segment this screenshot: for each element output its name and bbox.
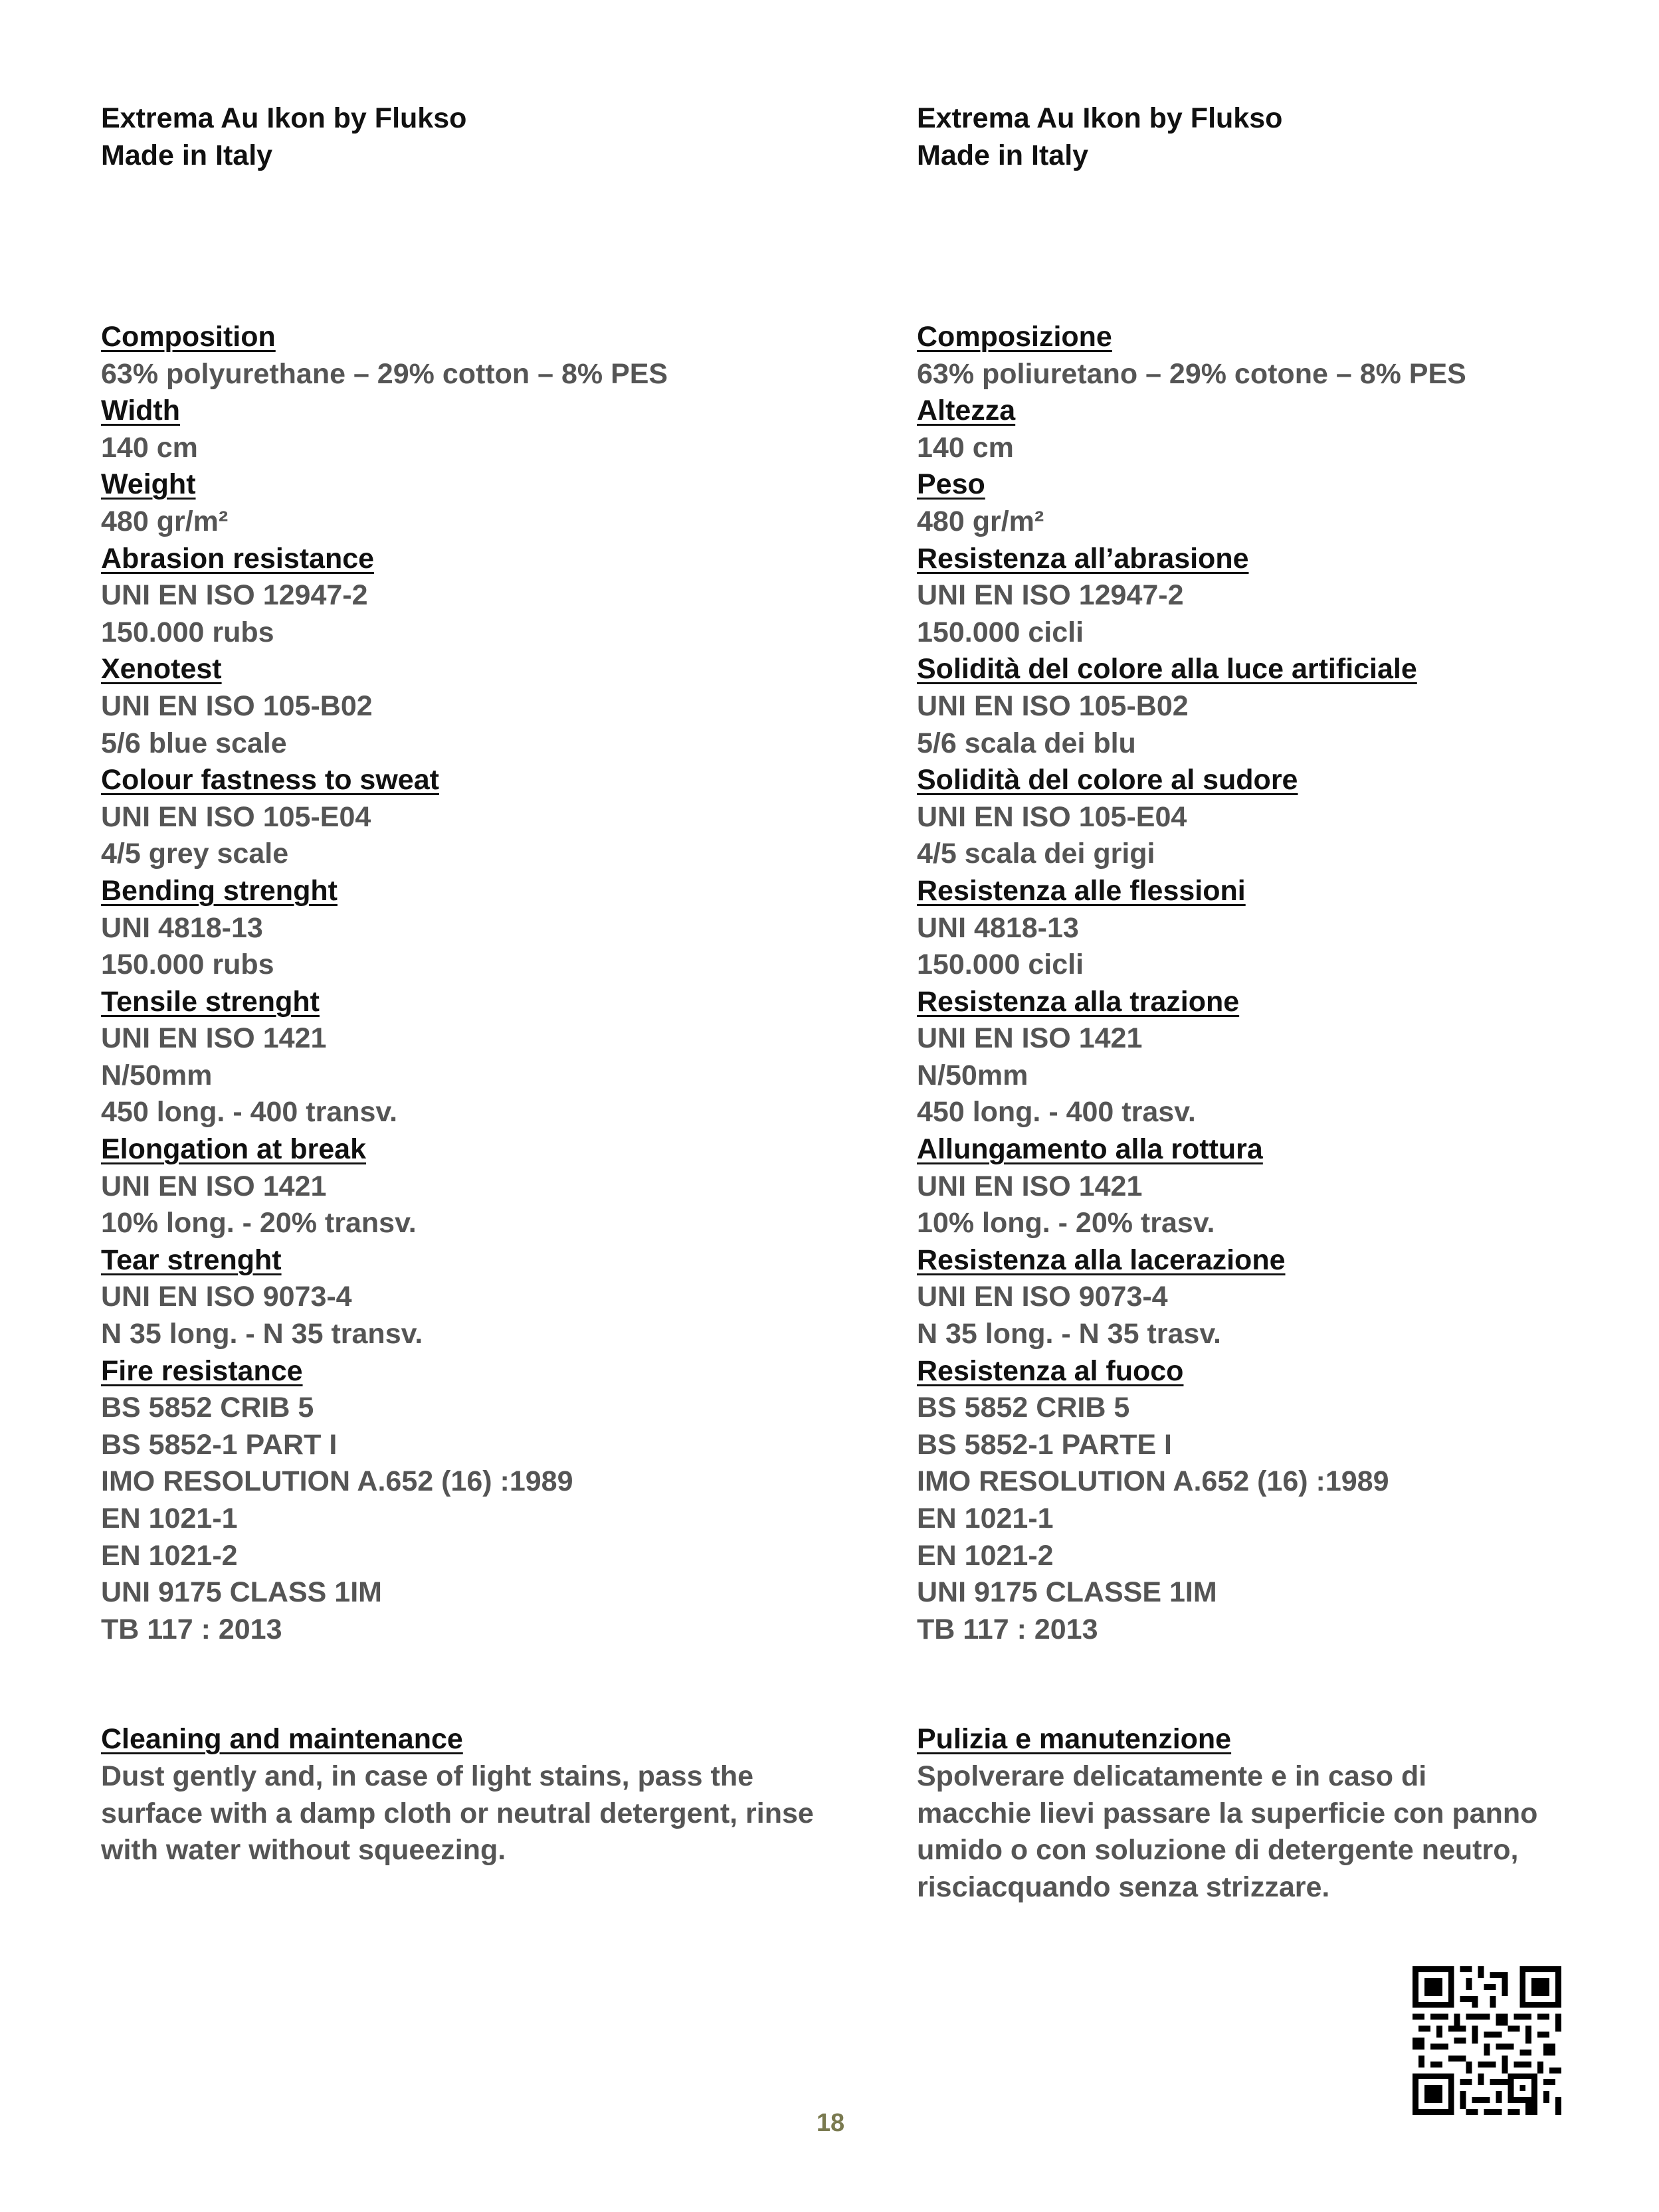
spec-value: UNI EN ISO 105-E04 <box>917 800 1187 833</box>
spec-value: 140 cm <box>101 431 198 464</box>
brand-block <box>917 100 1648 174</box>
spec-value: BS 5852-1 PARTE I <box>917 1428 1172 1461</box>
spec-value: EN 1021-1 <box>101 1503 238 1534</box>
spec-heading: Width <box>101 395 181 427</box>
cleaning-heading: Pulizia e manutenzione <box>917 1723 1232 1756</box>
spec-value: 150.000 cicli <box>917 616 1084 648</box>
spec-section <box>917 1242 1648 1353</box>
spec-value: N/50mm <box>917 1059 1028 1091</box>
italian-column <box>917 100 1648 1906</box>
spec-heading: Colour fastness to sweat <box>101 764 439 796</box>
spec-heading: Allungamento alla rottura <box>917 1133 1263 1166</box>
spec-value: UNI EN ISO 9073-4 <box>917 1281 1168 1313</box>
spec-heading: Composition <box>101 321 276 353</box>
brand-origin: Made in Italy <box>917 139 1089 171</box>
cleaning-heading: Cleaning and maintenance <box>101 1723 463 1756</box>
spec-heading: Elongation at break <box>101 1133 367 1166</box>
spec-value: UNI 9175 CLASS 1IM <box>101 1576 382 1609</box>
spec-heading: Resistenza all’abrasione <box>917 542 1249 575</box>
cleaning-line: umido o con soluzione di detergente neutro, <box>917 1834 1519 1867</box>
spec-value: IMO RESOLUTION A.652 (16) :1989 <box>917 1465 1389 1498</box>
spec-section <box>917 466 1648 540</box>
spec-section <box>101 1353 832 1649</box>
cleaning-line: surface with a damp cloth or neutral detergent, rinse <box>101 1797 814 1829</box>
spec-value: 63% poliuretano – 29% cotone – 8% PES <box>917 357 1466 390</box>
spec-value: 5/6 blue scale <box>101 727 287 759</box>
spec-value: 150.000 cicli <box>917 949 1084 981</box>
spec-value: BS 5852 CRIB 5 <box>917 1392 1130 1424</box>
brand-name: Extrema Au Ikon by Flukso <box>101 102 467 134</box>
spec-heading: Weight <box>101 468 196 501</box>
spec-value: 480 gr/m² <box>917 505 1044 537</box>
spec-section <box>917 873 1648 984</box>
spec-list <box>101 319 832 1648</box>
spec-value: 480 gr/m² <box>101 505 229 537</box>
spec-value: UNI 4818-13 <box>917 911 1079 944</box>
spec-value: N 35 long. - N 35 transv. <box>101 1318 423 1350</box>
spec-section <box>101 762 832 873</box>
spec-value: UNI EN ISO 12947-2 <box>917 579 1184 612</box>
spec-value: UNI EN ISO 105-B02 <box>917 690 1189 722</box>
brand-origin: Made in Italy <box>101 139 273 171</box>
spec-section <box>101 984 832 1131</box>
spec-value: EN 1021-2 <box>917 1539 1054 1572</box>
spec-value: 140 cm <box>917 431 1014 464</box>
spec-value: 10% long. - 20% trasv. <box>917 1207 1215 1240</box>
spec-value: UNI EN ISO 9073-4 <box>101 1281 352 1313</box>
spec-value: N 35 long. - N 35 trasv. <box>917 1318 1222 1350</box>
spec-value: EN 1021-1 <box>917 1503 1054 1534</box>
spec-heading: Altezza <box>917 395 1016 427</box>
spec-section <box>917 393 1648 466</box>
spec-value: UNI 4818-13 <box>101 911 263 944</box>
spec-section <box>917 762 1648 873</box>
spec-heading: Composizione <box>917 321 1112 353</box>
spec-section <box>917 1131 1648 1242</box>
spec-value: UNI EN ISO 105-E04 <box>101 800 371 833</box>
spec-heading: Resistenza al fuoco <box>917 1354 1184 1387</box>
spec-value: UNI EN ISO 1421 <box>101 1022 327 1055</box>
spec-heading: Solidità del colore al sudore <box>917 764 1298 796</box>
cleaning-line: macchie lievi passare la superficie con panno <box>917 1797 1538 1829</box>
spec-value: 10% long. - 20% transv. <box>101 1207 417 1240</box>
english-column <box>101 100 832 1869</box>
spec-section <box>101 319 832 393</box>
spec-heading: Xenotest <box>101 653 222 686</box>
spec-heading: Tear strenght <box>101 1244 282 1276</box>
spec-section <box>101 651 832 762</box>
spec-value: IMO RESOLUTION A.652 (16) :1989 <box>101 1465 573 1498</box>
spec-heading: Resistenza alle flessioni <box>917 874 1246 907</box>
spec-value: 450 long. - 400 transv. <box>101 1096 398 1129</box>
cleaning-section <box>917 1721 1648 1906</box>
spec-section <box>917 1353 1648 1649</box>
cleaning-section <box>101 1721 832 1869</box>
spec-value: UNI EN ISO 1421 <box>101 1170 327 1202</box>
spec-value: TB 117 : 2013 <box>101 1613 282 1645</box>
spec-value: BS 5852 CRIB 5 <box>101 1392 314 1424</box>
cleaning-line: Dust gently and, in case of light stains, pass the <box>101 1760 754 1792</box>
spec-heading: Tensile strenght <box>101 985 320 1018</box>
spec-value: 4/5 grey scale <box>101 838 289 870</box>
spec-section <box>101 466 832 540</box>
spec-value: UNI EN ISO 1421 <box>917 1170 1143 1202</box>
spec-value: UNI EN ISO 105-B02 <box>101 690 373 722</box>
spec-value: EN 1021-2 <box>101 1539 238 1572</box>
spec-section <box>101 873 832 984</box>
spec-heading: Peso <box>917 468 985 501</box>
spec-value: TB 117 : 2013 <box>917 1613 1098 1645</box>
spec-heading: Bending strenght <box>101 874 338 907</box>
spec-section <box>101 1242 832 1353</box>
spec-section <box>101 541 832 652</box>
spec-heading: Resistenza alla lacerazione <box>917 1244 1286 1276</box>
brand-name: Extrema Au Ikon by Flukso <box>917 102 1283 134</box>
qr-code-icon <box>1413 1966 1561 2115</box>
spec-value: BS 5852-1 PART I <box>101 1428 338 1461</box>
brand-block <box>101 100 832 174</box>
spec-value: 5/6 scala dei blu <box>917 727 1136 759</box>
cleaning-line: Spolverare delicatamente e in caso di <box>917 1760 1427 1792</box>
spec-value: 63% polyurethane – 29% cotton – 8% PES <box>101 357 668 390</box>
spec-heading: Resistenza alla trazione <box>917 985 1240 1018</box>
spec-section <box>917 319 1648 393</box>
spec-section <box>917 651 1648 762</box>
spec-heading: Solidità del colore alla luce artificiale <box>917 653 1417 686</box>
spec-heading: Abrasion resistance <box>101 542 375 575</box>
spec-value: UNI EN ISO 12947-2 <box>101 579 368 612</box>
spec-section <box>101 393 832 466</box>
spec-value: UNI EN ISO 1421 <box>917 1022 1143 1055</box>
spec-list <box>917 319 1648 1648</box>
spec-value: 450 long. - 400 trasv. <box>917 1096 1196 1129</box>
cleaning-line: risciacquando senza strizzare. <box>917 1871 1330 1903</box>
cleaning-line: with water without squeezing. <box>101 1834 506 1867</box>
spec-section <box>101 1131 832 1242</box>
spec-value: UNI 9175 CLASSE 1IM <box>917 1576 1217 1609</box>
spec-section <box>917 984 1648 1131</box>
spec-heading: Fire resistance <box>101 1354 303 1387</box>
spec-value: 4/5 scala dei grigi <box>917 838 1155 870</box>
page-number: 18 <box>816 2109 845 2137</box>
spec-value: N/50mm <box>101 1059 213 1091</box>
spec-section <box>917 541 1648 652</box>
spec-value: 150.000 rubs <box>101 949 274 981</box>
spec-value: 150.000 rubs <box>101 616 274 648</box>
